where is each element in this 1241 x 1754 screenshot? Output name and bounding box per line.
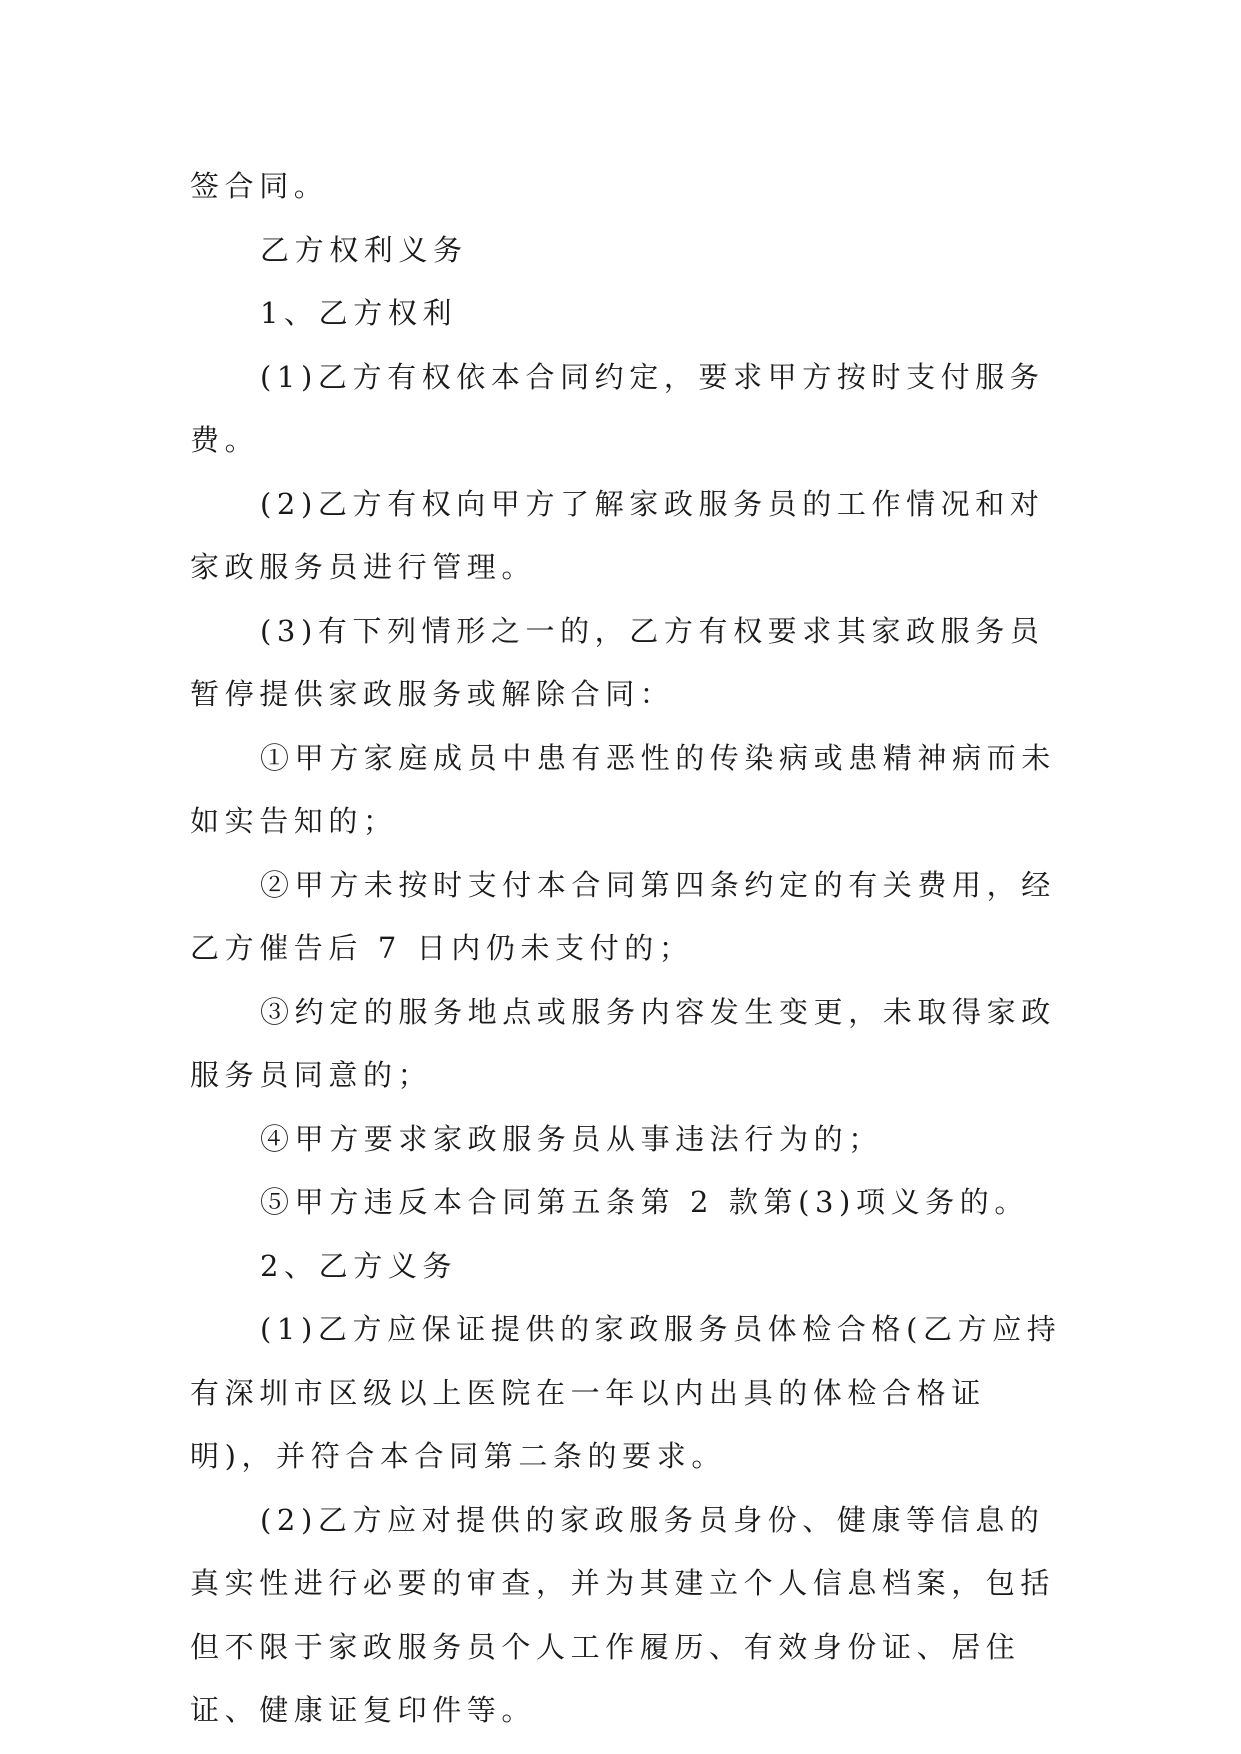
subheading-obligations: 2、乙方义务 [260,1248,458,1283]
circumstance-item-3: ③约定的服务地点或服务内容发生变更，未取得家政服务员同意的； [190,994,1056,1092]
subheading-rights: 1、乙方权利 [260,296,458,330]
paragraph-continuation: 签合同。 [190,169,329,203]
circumstance-item-1: ①甲方家庭成员中患有恶性的传染病或患精神病而未如实告知的； [190,740,1056,838]
document-body [190,155,1070,1743]
clause-rights-3: (3)有下列情形之一的，乙方有权要求其家政服务员暂停提供家政服务或解除合同： [190,613,1045,711]
clause-rights-1: (1)乙方有权依本合同约定，要求甲方按时支付服务费。 [190,359,1045,457]
circumstance-item-5: ⑤甲方违反本合同第五条第 2 款第(3)项义务的。 [260,1185,1029,1219]
section-heading-rights-obligations: 乙方权利义务 [260,232,468,267]
clause-obligations-1: (1)乙方应保证提供的家政服务员体检合格(乙方应持有深圳市区级以上医院在一年以内出具的体检合格证明)，并符合本合同第二条的要求。 [190,1312,1062,1473]
circumstance-item-4: ④甲方要求家政服务员从事违法行为的； [260,1121,883,1156]
clause-obligations-2: (2)乙方应对提供的家政服务员身份、健康等信息的真实性进行必要的审查，并为其建立个人信息档案，包括但不限于家政服务员个人工作履历、有效身份证、居住证、健康证复印件等。 [190,1502,1056,1727]
circumstance-item-2: ②甲方未按时支付本合同第四条约定的有关费用，经乙方催告后 7 日内仍未支付的； [190,867,1056,965]
clause-rights-2: (2)乙方有权向甲方了解家政服务员的工作情况和对家政服务员进行管理。 [190,486,1045,584]
